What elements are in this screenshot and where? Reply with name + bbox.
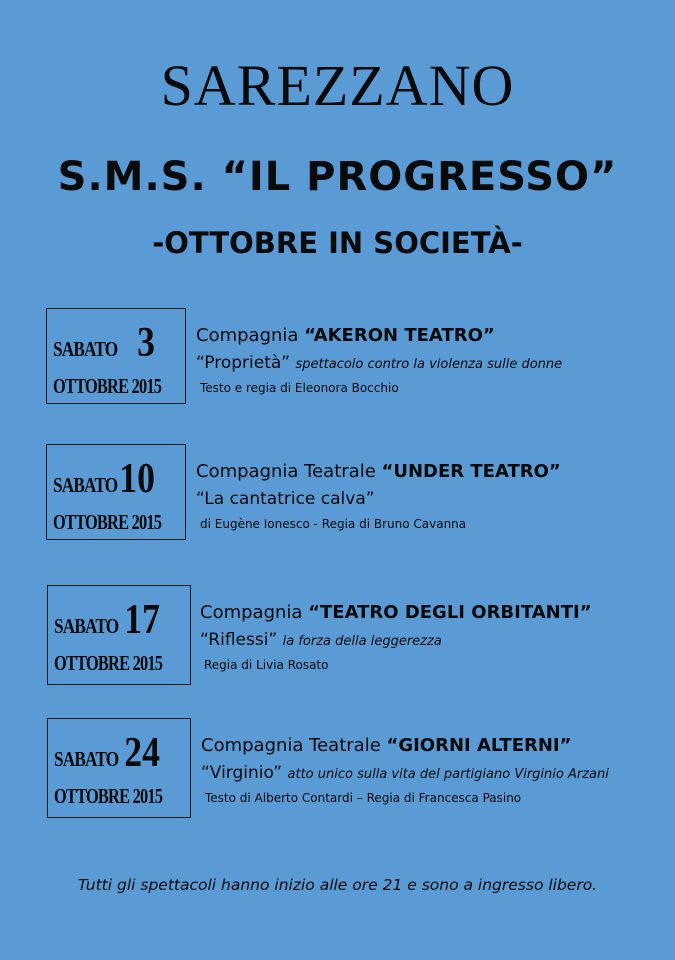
day-number: 3: [137, 320, 155, 366]
show-line: [200, 629, 670, 653]
show-title: “La cantatrice calva”: [196, 489, 375, 509]
day-number: 17: [124, 597, 160, 643]
show-title: “Proprietà”: [196, 353, 291, 373]
weekday: SABATO: [53, 473, 118, 497]
show-title: “Riflessi”: [200, 630, 278, 650]
company-name: “UNDER TEATRO”: [381, 461, 561, 482]
month-year: OTTOBRE 2015: [54, 651, 163, 675]
event-info: [201, 734, 671, 807]
show-line: [196, 352, 666, 376]
date-box: [46, 444, 186, 540]
show-description: spettacolo contro la violenza sulle donne: [295, 357, 563, 372]
event-3: [0, 585, 675, 695]
company-prefix: Compagnia: [200, 602, 303, 623]
date-box: [47, 585, 191, 685]
company-prefix: Compagnia: [196, 325, 299, 346]
event-info: [196, 460, 666, 533]
credits: Testo e regia di Eleonora Bocchio: [200, 381, 399, 395]
weekday: SABATO: [54, 614, 119, 638]
event-1: [0, 308, 675, 418]
day-number: 10: [119, 456, 155, 502]
date-box: [46, 308, 186, 404]
company-prefix: Compagnia Teatrale: [196, 461, 376, 482]
show-line: [201, 762, 671, 786]
event-4: [0, 718, 675, 828]
society-title: S.M.S. “IL PROGRESSO”: [57, 154, 618, 200]
month-year: OTTOBRE 2015: [54, 784, 163, 808]
event-info: [200, 601, 670, 674]
show-description: la forza della leggerezza: [282, 634, 442, 649]
show-line: [196, 488, 666, 512]
company-line: [196, 324, 666, 348]
day-number: 24: [124, 730, 160, 776]
show-description: atto unico sulla vita del partigiano Virginio Arzani: [287, 767, 609, 782]
weekday: SABATO: [53, 337, 118, 361]
month-year: OTTOBRE 2015: [53, 510, 162, 534]
credits: di Eugène Ionesco - Regia di Bruno Cavanna: [200, 517, 467, 531]
company-prefix: Compagnia Teatrale: [201, 735, 381, 756]
event-info: [196, 324, 666, 397]
event-2: [0, 444, 675, 554]
season-title: -OTTOBRE IN SOCIETÀ-: [152, 226, 523, 260]
credits: Regia di Livia Rosato: [204, 658, 329, 672]
company-name: “TEATRO DEGLI ORBITANTI”: [308, 602, 592, 623]
company-line: [201, 734, 671, 758]
company-name: “AKERON TEATRO”: [304, 325, 495, 346]
show-title: “Virginio”: [201, 763, 283, 783]
date-box: [47, 718, 191, 818]
company-name: “GIORNI ALTERNI”: [386, 735, 572, 756]
month-year: OTTOBRE 2015: [53, 374, 162, 398]
town-title: SAREZZANO: [160, 53, 515, 118]
credits: Testo di Alberto Contardi – Regia di Francesca Pasino: [205, 791, 522, 805]
weekday: SABATO: [54, 747, 119, 771]
company-line: [196, 460, 666, 484]
footer-note: Tutti gli spettacoli hanno inizio alle ore 21 e sono a ingresso libero.: [77, 876, 598, 894]
company-line: [200, 601, 670, 625]
